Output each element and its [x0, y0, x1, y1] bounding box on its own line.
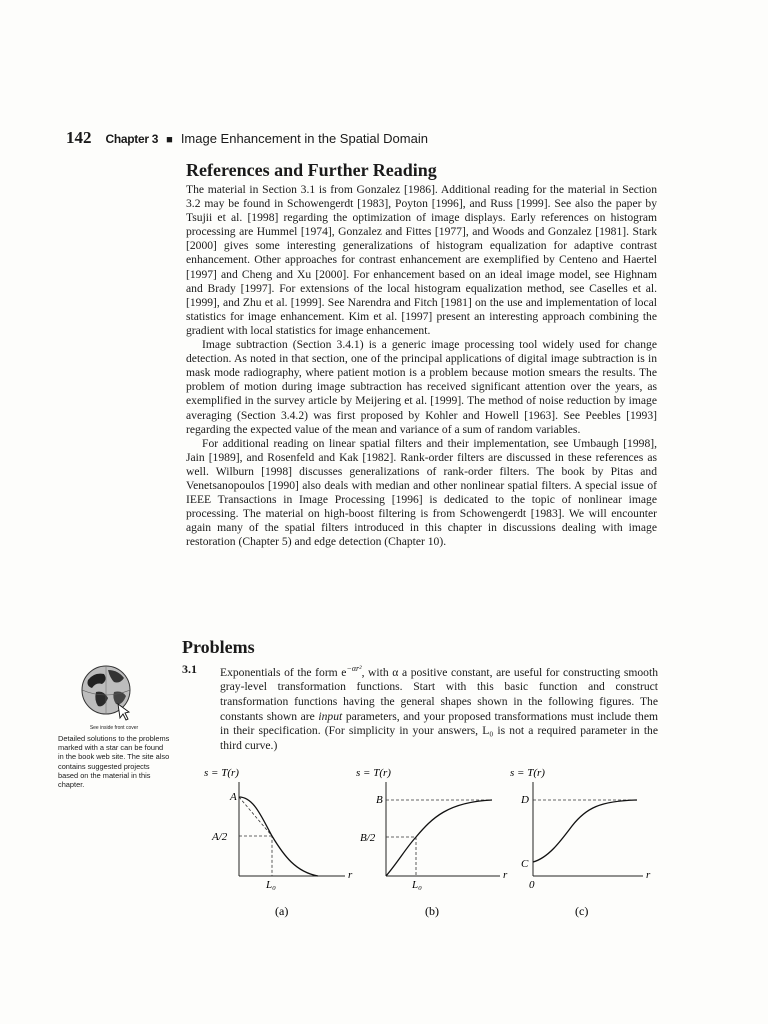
figure-b-x-label: r [503, 869, 508, 881]
figure-c-curve [533, 800, 637, 862]
sidebar-note: Detailed solutions to the problems marked with a star can be found in the book web site. The site also contains suggested projects based on the material in this chapter. [58, 734, 170, 790]
figure-a [204, 767, 353, 918]
references-heading: References and Further Reading [186, 160, 437, 180]
figure-b-top-label: B [376, 794, 383, 806]
figure-b [356, 767, 508, 918]
chapter-title: Image Enhancement in the Spatial Domain [180, 131, 428, 146]
figure-a-label: (a) [275, 904, 289, 918]
problem-text-before: Exponentials of the form e [220, 665, 347, 679]
references-paragraph: Image subtraction (Section 3.4.1) is a generic image processing tool widely used for change detection. As noted in that section, one of the principal applications of digital image subtraction is in mask mode radiography, where patient motion is a problem because motion smears the results. The problem of motion during image subtraction has received significant attention over the years, as exemplified in the survey article by Meijering et al. [1999]. The method of noise reduction by image averaging (Section 3.4.2) was first proposed by Kohler and Howell [1963]. See Peebles [1993] regarding the expected value of the mean and variance of a sum of random variables. [186, 338, 657, 436]
figure-a-top-label: A [230, 791, 237, 803]
chapter-label: Chapter 3 [105, 132, 159, 146]
figure-b-title: s = T(r) [356, 767, 391, 779]
problem-emphasis: input [318, 709, 343, 723]
problem-text-mid: , with α a positive constant, are useful for constructing smooth gray-level transformation functions. Start with this basic function and construct transformation functions having the general shapes shown in the following figures. The constants shown are [220, 665, 659, 723]
figure-b-label: (b) [425, 904, 439, 918]
figure-a-x-label: r [348, 869, 353, 881]
figure-c [510, 767, 651, 918]
figure-c-mid-label: C [521, 858, 529, 870]
figure-c-top-label: D [521, 794, 529, 806]
sidebar-caption: See inside front cover [89, 725, 139, 731]
figure-b-curve [386, 800, 492, 876]
problem-number: 3.1 [182, 662, 197, 676]
figure-b-mid-label: B/2 [360, 832, 376, 844]
figure-a-curve [239, 797, 318, 876]
references-paragraph: The material in Section 3.1 is from Gonzalez [1986]. Additional reading for the material in Section 3.2 may be found in Schowengerdt [1983], Poyton [1996], and Russ [1999]. See also the paper by Tsujii et al. [1998] regarding the optimization of image displays. Early references on histogram processing are Hummel [1974], Gonzalez and Fittes [1977], and Woods and Gonzalez [1981]. Stark [2000] gives some interesting generalizations of histogram equalization for adaptive contrast enhancement. Other approaches for contrast enhancement are exemplified by Centeno and Haertel [1997] and Cheng and Xu [2000]. For enhancement based on an ideal image model, see Highnam and Brady [1997]. For extensions of the local histogram equalization method, see Caselles et al. [1999], and Zhu et al. [1999]. See Narendra and Fitch [1981] on the use and implementation of local statistics for image enhancement. Kim et al. [1997] present an interesting approach combining the gradient with local statistics for image enhancement. [186, 183, 657, 337]
figure-a-mid-label: A/2 [212, 831, 228, 843]
problem-exponent: −αr² [346, 664, 362, 673]
figure-c-x-label: r [646, 869, 651, 881]
figure-c-title: s = T(r) [510, 767, 545, 779]
figure-c-marker: 0 [529, 879, 535, 891]
figure-a-guide [239, 797, 272, 876]
references-paragraph: For additional reading on linear spatial filters and their implementation, see Umbaugh [1998], Jain [1989], and Rosenfeld and Kak [1982]. Rank-order filters are discussed in these references as well. Wilburn [1998] discusses generalizations of rank-order filters. The book by Pitas and Venetsanopoulos [1990] also deals with median and other nonlinear spatial filters. A special issue of IEEE Transactions in Image Processing [1996] is dedicated to the topic of nonlinear image processing. The material on high-boost filtering is from Schowengerdt [1983]. We will encounter again many of the spatial filters introduced in this chapter in discussions dealing with image restoration (Chapter 5) and edge detection (Chapter 10). [186, 436, 657, 549]
figure-a-title: s = T(r) [204, 767, 239, 779]
header-bullet: ■ [166, 134, 173, 146]
figure-c-label: (c) [575, 904, 589, 918]
problems-heading: Problems [182, 637, 255, 657]
figure-b-marker: L₀ [412, 879, 422, 891]
page-number: 142 [66, 128, 92, 147]
figure-a-marker: L₀ [266, 879, 276, 891]
problem-text-after: parameters, and your proposed transformations must include them in their specification. (For simplicity in your answers, L₀ is not a required parameter in the third curve.) [220, 709, 658, 752]
